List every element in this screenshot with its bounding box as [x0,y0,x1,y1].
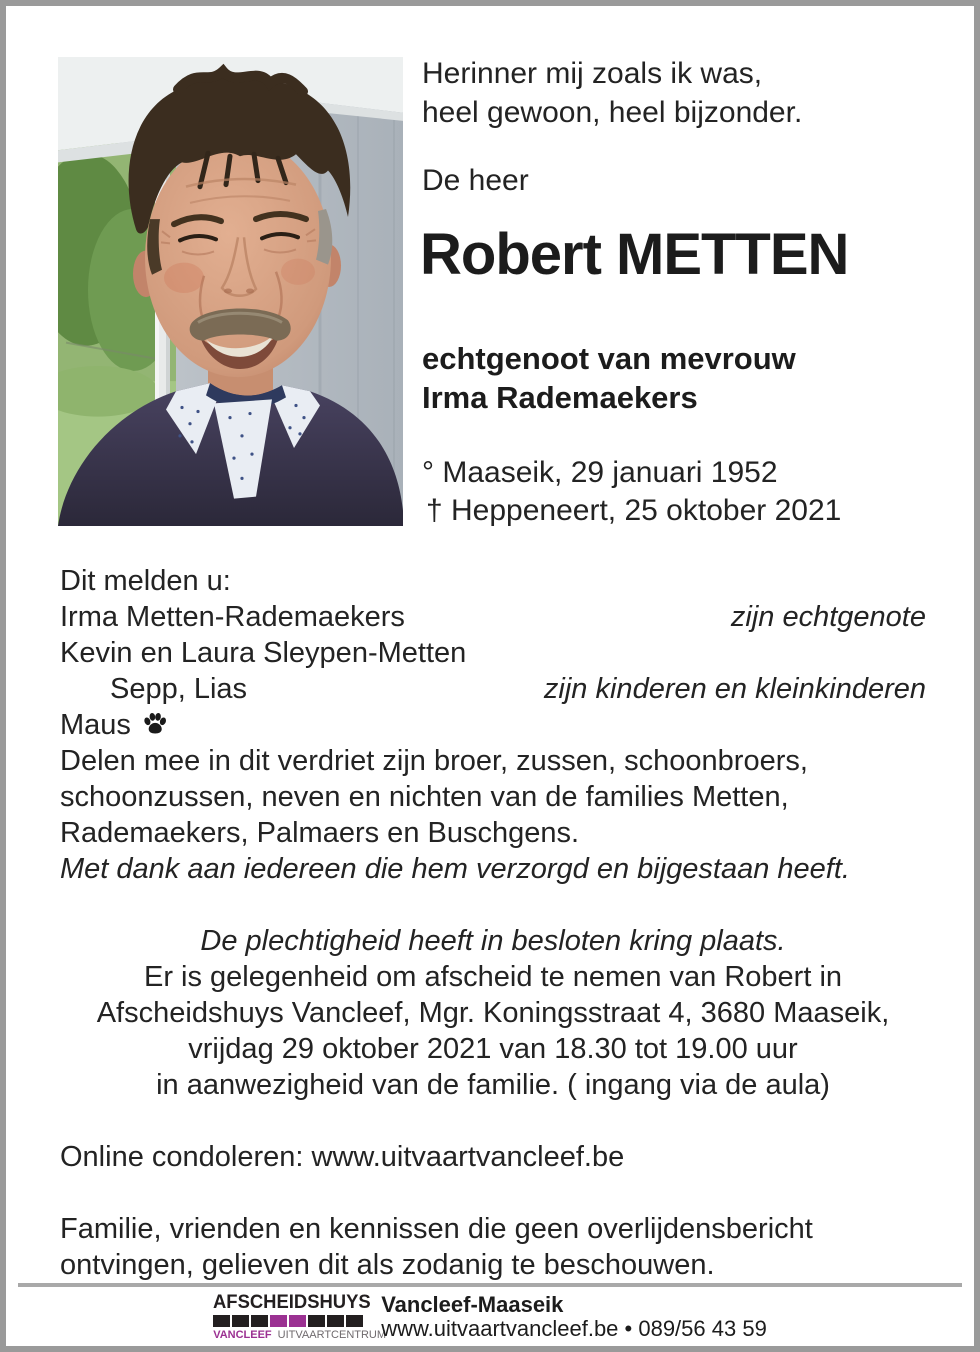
family-name: Sepp, Lias [110,673,248,705]
logo-brand: VANCLEEF [213,1329,272,1341]
family-text-line: schoonzussen, neven en nichten van de families Metten, [60,781,789,813]
company-name: Vancleef-Maaseik [381,1292,564,1317]
logo-type: UITVAARTCENTRUM [277,1329,387,1341]
footer [6,1292,974,1341]
logo-square [213,1315,230,1327]
logo-square [327,1315,344,1327]
logo-square [270,1315,287,1327]
funeral-home-logo [213,1292,387,1341]
family-name: Irma Metten-Rademaekers [60,601,405,633]
blank-line [60,1175,926,1211]
contact-line: www.uitvaartvancleef.be • 089/56 43 59 [381,1316,767,1341]
closing-line: Familie, vrienden en kennissen die geen overlijdensbericht [60,1213,813,1245]
quote-line-1: Herinner mij zoals ik was, [422,57,763,90]
relation-block [422,339,796,417]
ceremony-line: vrijdag 29 oktober 2021 van 18.30 tot 19.00 uur [188,1033,798,1065]
family-name: Kevin en Laura Sleypen-Metten [60,637,467,669]
footer-text [381,1292,767,1341]
family-name: Maus [60,709,131,741]
family-row [60,635,926,671]
family-relation: zijn echtgenote [730,601,926,633]
logo-title: AFSCHEIDSHUYS [213,1292,371,1313]
footer-divider [18,1283,962,1287]
ceremony-line: Er is gelegenheid om afscheid te nemen van Robert in [143,961,843,993]
portrait-photo [58,57,403,526]
thanks-line: Met dank aan iedereen die hem verzorgd en bijgestaan heeft. [60,853,850,885]
blank-line [60,887,926,923]
logo-squares [213,1315,363,1327]
logo-square [251,1315,268,1327]
memorial-quote [422,54,802,132]
relation-line-2: Irma Rademaekers [422,380,698,415]
private-ceremony-line: De plechtigheid heeft in besloten kring plaats. [200,925,786,957]
ceremony-line: in aanwezigheid van de familie. ( ingang via de aula) [156,1069,830,1101]
salutation: De heer [422,164,529,197]
portrait-illustration [58,57,403,526]
life-dates [422,454,841,530]
closing-line: ontvingen, gelieven dit als zodanig te beschouwen. [60,1249,715,1281]
family-text-line: Delen mee in dit verdriet zijn broer, zussen, schoonbroers, [60,745,808,777]
quote-line-2: heel gewoon, heel bijzonder. [422,96,803,129]
logo-square [289,1315,306,1327]
paw-icon [141,711,169,737]
announcement-intro: Dit melden u: [60,565,231,597]
family-text-line: Rademaekers, Palmaers en Buschgens. [60,817,580,849]
deceased-name: Robert METTEN [420,222,849,287]
family-row [60,671,926,707]
ceremony-line: Afscheidshuys Vancleef, Mgr. Koningsstraat 4, 3680 Maaseik, [96,997,890,1029]
logo-square [308,1315,325,1327]
birth-line: ° Maaseik, 29 januari 1952 [422,456,778,489]
logo-square [346,1315,363,1327]
logo-square [232,1315,249,1327]
online-condolence-line: Online condoleren: www.uitvaartvancleef.be [60,1141,625,1173]
family-row [60,599,926,635]
announcement-body [60,563,926,1283]
relation-line-1: echtgenoot van mevrouw [422,341,796,376]
blank-line [60,1103,926,1139]
family-row [60,707,926,743]
logo-subtitle [213,1329,387,1341]
death-line: † Heppeneert, 25 oktober 2021 [426,494,842,527]
family-relation: zijn kinderen en kleinkinderen [543,673,926,705]
